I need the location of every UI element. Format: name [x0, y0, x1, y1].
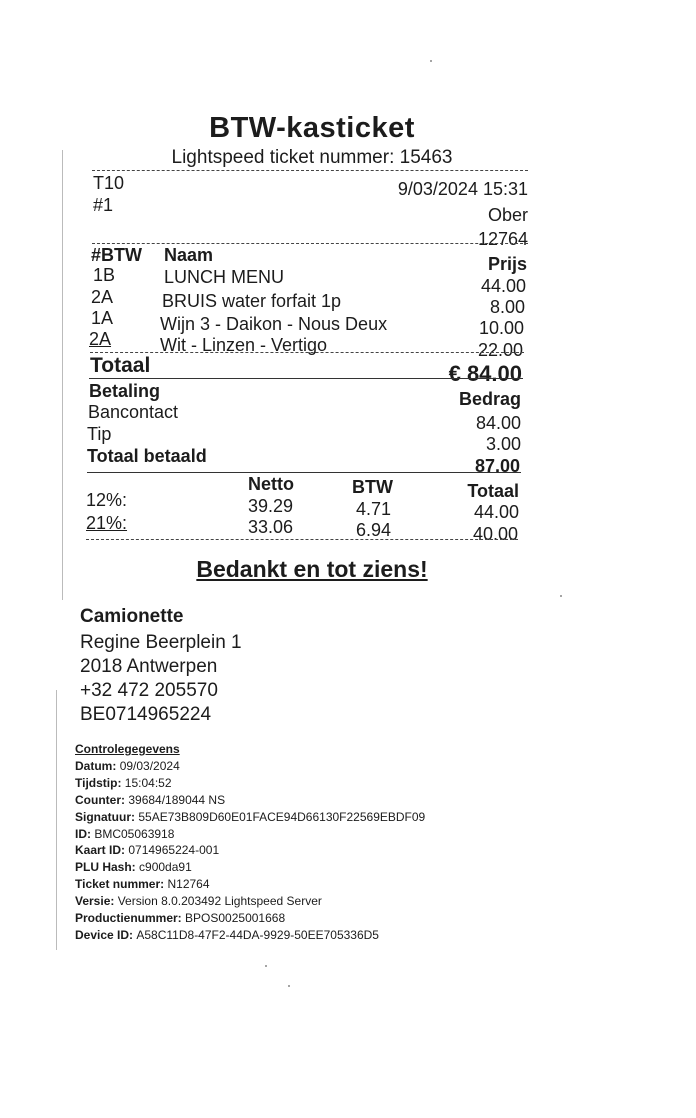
control-label: Versie:: [75, 894, 115, 908]
thank-you-message: Bedankt en tot ziens!: [196, 556, 428, 582]
item-price: 22.00: [477, 340, 523, 360]
control-label: Tijdstip:: [75, 776, 122, 790]
control-value: 15:04:52: [124, 776, 172, 790]
ticket-number: Lightspeed ticket nummer: 15463: [171, 147, 453, 168]
divider: [90, 352, 524, 353]
scan-speck: [430, 60, 432, 62]
control-row: [75, 793, 225, 807]
item-price: 8.00: [489, 297, 525, 317]
receipt-datetime: 9/03/2024 15:31: [397, 179, 528, 199]
control-row: [75, 759, 180, 773]
control-row: [75, 776, 172, 790]
control-row: [75, 877, 210, 891]
item-name: LUNCH MENU: [164, 267, 285, 287]
item-btw: 2A: [89, 329, 112, 349]
control-label: ID:: [75, 827, 91, 841]
vat-total: 44.00: [473, 502, 519, 522]
total-value: € 84.00: [448, 361, 522, 386]
item-btw: 1B: [93, 265, 116, 285]
vat-rate: 12%:: [86, 490, 128, 510]
vat-net: 39.29: [248, 496, 294, 516]
shop-street: Regine Beerplein 1: [80, 632, 242, 653]
vat-total: 40.00: [472, 524, 518, 544]
item-name: Wijn 3 - Daikon - Nous Deux: [160, 314, 388, 334]
control-label: Datum:: [75, 759, 117, 773]
vat-btw-header: BTW: [352, 477, 393, 497]
control-value: 0714965224-001: [128, 843, 220, 857]
control-row: [75, 911, 285, 925]
scan-edge: [56, 690, 57, 950]
control-label: Productienummer:: [75, 911, 182, 925]
receipt-title: BTW-kasticket: [209, 112, 415, 144]
scan-speck: [560, 595, 562, 597]
control-row: [75, 843, 219, 857]
tip-label: Tip: [87, 424, 112, 444]
control-value: c900da91: [139, 860, 192, 874]
shop-name: Camionette: [80, 606, 184, 627]
control-label: Device ID:: [75, 928, 134, 942]
control-title: Controlegegevens: [75, 742, 180, 756]
table-number: T10: [93, 173, 125, 193]
payment-label: Betaling: [89, 381, 161, 401]
shop-city: 2018 Antwerpen: [80, 656, 218, 677]
divider: [87, 472, 521, 473]
control-value: BPOS0025001668: [185, 911, 286, 925]
item-name: Wit - Linzen - Vertigo: [160, 335, 328, 355]
control-value: N12764: [167, 877, 210, 891]
control-label: Counter:: [75, 793, 125, 807]
paid-value: 87.00: [474, 456, 520, 476]
scan-speck: [288, 985, 290, 987]
vat-net-header: Netto: [248, 474, 294, 494]
vat-btw: 6.94: [356, 520, 392, 540]
divider: [89, 378, 523, 379]
control-value: 09/03/2024: [119, 759, 180, 773]
divider: [92, 170, 528, 171]
control-row: [75, 860, 192, 874]
column-btw: #BTW: [91, 245, 142, 265]
item-price: 44.00: [480, 276, 526, 296]
item-price: 10.00: [478, 318, 524, 338]
shop-phone: +32 472 205570: [80, 680, 218, 701]
control-row: [75, 928, 379, 942]
vat-total-header: Totaal: [467, 481, 519, 501]
waiter-id: 12764: [477, 229, 528, 249]
column-name: Naam: [164, 245, 214, 265]
payment-amount: 84.00: [475, 413, 521, 433]
divider: [92, 243, 528, 244]
divider: [86, 539, 518, 540]
control-value: BMC05063918: [94, 827, 175, 841]
column-price: Prijs: [487, 254, 527, 274]
control-value: Version 8.0.203492 Lightspeed Server: [117, 894, 322, 908]
amount-label: Bedrag: [458, 389, 521, 409]
control-row: [75, 827, 174, 841]
scan-speck: [265, 965, 267, 967]
tip-amount: 3.00: [485, 434, 521, 454]
payment-method: Bancontact: [88, 402, 179, 422]
guest-number: #1: [93, 195, 114, 215]
paid-label: Totaal betaald: [87, 446, 207, 466]
item-btw: 1A: [91, 308, 114, 328]
waiter-role: Ober: [487, 205, 528, 225]
shop-vat-number: BE0714965224: [80, 704, 212, 725]
item-btw: 2A: [91, 287, 114, 307]
item-name: BRUIS water forfait 1p: [162, 291, 342, 311]
vat-net: 33.06: [248, 517, 294, 537]
control-value: 55AE73B809D60E01FACE94D66130F22569EBDF09: [138, 810, 426, 824]
control-label: Ticket nummer:: [75, 877, 165, 891]
control-value: 39684/189044 NS: [128, 793, 226, 807]
control-value: A58C11D8-47F2-44DA-9929-50EE705336D5: [136, 928, 379, 942]
scan-edge: [62, 150, 63, 600]
control-row: [75, 894, 322, 908]
vat-btw: 4.71: [356, 499, 392, 519]
control-label: Kaart ID:: [75, 843, 126, 857]
control-label: PLU Hash:: [75, 860, 136, 874]
control-row: [75, 810, 425, 824]
vat-rate: 21%:: [86, 513, 128, 533]
control-label: Signatuur:: [75, 810, 135, 824]
total-label: Totaal: [90, 354, 151, 377]
